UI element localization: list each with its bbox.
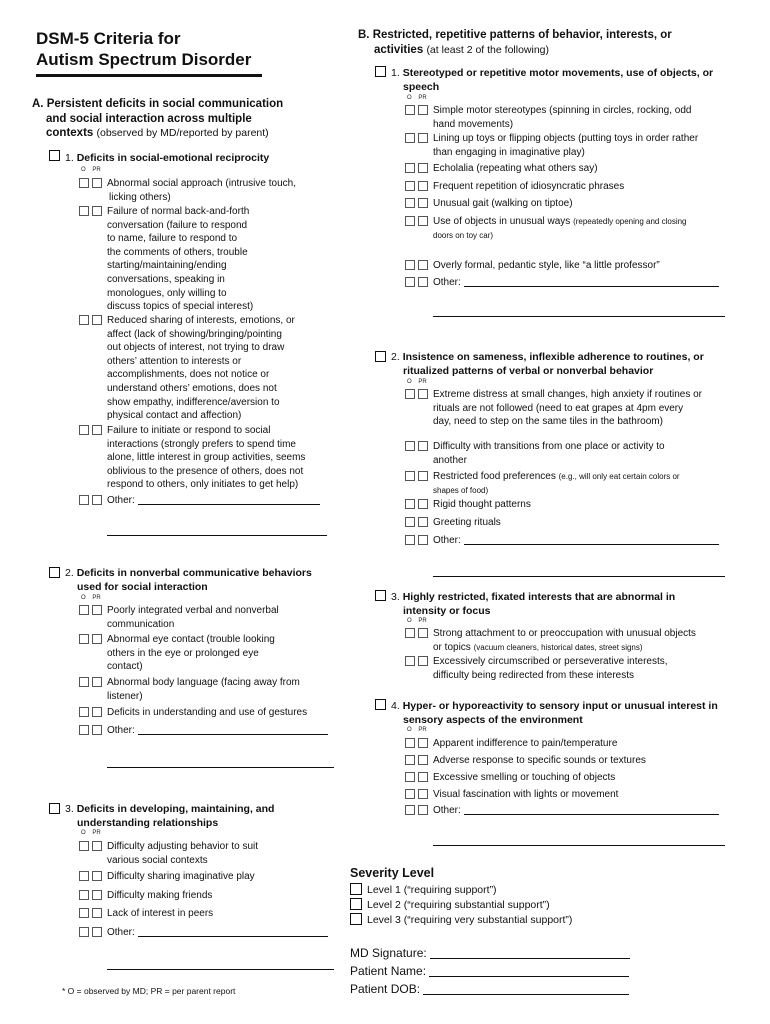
other-label: Other: [107,927,135,938]
item-text: licking others) [109,191,171,203]
item-text: discuss topics of special interest) [107,301,254,313]
observed-checkbox[interactable] [405,277,415,287]
parent-report-checkbox[interactable] [92,908,102,918]
a1-label [65,151,269,165]
list-item [405,197,745,211]
observed-checkbox[interactable] [405,163,415,173]
item-text: Abnormal body language (facing away from [107,677,300,688]
observed-checkbox[interactable] [405,738,415,748]
item-text: Difficulty with transitions from one place or activity to [433,441,665,452]
col-label-pr: PR [418,379,427,385]
col-label-o: O [81,830,86,836]
md-signature-row [350,946,630,961]
b2-label [391,350,704,378]
other-input-line[interactable] [138,504,320,505]
parent-report-checkbox[interactable] [92,707,102,717]
other-row [405,534,745,548]
patient-name-field[interactable] [429,976,629,977]
col-label-o: O [407,379,412,385]
list-item [405,104,745,132]
item-text: Failure of normal back-and-forth [107,206,250,217]
observed-checkbox[interactable] [79,707,89,717]
a3-number: 3. [65,803,74,815]
item-note: (vacuum cleaners, historical dates, street signs) [473,642,643,652]
patient-dob-row [350,982,629,997]
a2-label-text: Deficits in nonverbal communicative behaviors [76,567,312,579]
b3-label [391,590,675,618]
list-item [405,771,745,785]
parent-report-checkbox[interactable] [92,677,102,687]
item-text: Excessive smelling or touching of objects [433,772,616,783]
section-a-heading-note: (observed by MD/reported by parent) [96,127,269,139]
parent-report-checkbox[interactable] [418,441,428,451]
observed-checkbox[interactable] [79,495,89,505]
parent-report-checkbox[interactable] [92,315,102,325]
observed-checkbox[interactable] [405,198,415,208]
item-text: others’ attention to interests or [107,355,242,367]
observed-checkbox[interactable] [79,725,89,735]
observed-checkbox[interactable] [405,471,415,481]
item-text: Adverse response to specific sounds or textures [433,755,646,766]
parent-report-checkbox[interactable] [92,605,102,615]
observed-checkbox[interactable] [79,927,89,937]
col-label-pr: PR [92,830,101,836]
a3-label-text: understanding relationships [77,817,219,829]
b2-number: 2. [391,351,400,363]
item-note: (repeatedly opening and closing [573,217,687,226]
item-text: conversations, speaking in [107,273,225,285]
b4-label-text: sensory aspects of the environment [403,714,583,726]
col-label-pr: PR [418,95,427,101]
section-a-heading-line: A. Persistent deficits in social communication [32,98,284,110]
a2-checkbox[interactable] [49,567,60,578]
other-input-line[interactable] [433,316,725,317]
col-label-o: O [407,95,412,101]
observed-checkbox[interactable] [405,628,415,638]
md-signature-label: MD Signature: [350,946,427,960]
other-label: Other: [107,725,135,736]
observed-checkbox[interactable] [405,535,415,545]
observed-checkbox[interactable] [405,389,415,399]
parent-report-checkbox[interactable] [418,805,428,815]
section-b-heading-note: (at least 2 of the following) [426,43,550,56]
title-underline [36,74,262,77]
item-text: Excessively circumscribed or perseverative interests, [433,656,668,667]
list-item [79,676,339,704]
observed-checkbox[interactable] [405,772,415,782]
severity-level-1-checkbox[interactable] [350,883,362,895]
severity-level-2-checkbox[interactable] [350,898,362,910]
item-text: out objects of interest, not trying to draw [107,342,285,354]
list-item [405,388,745,430]
other-input-line[interactable] [138,734,328,735]
item-text: Difficulty sharing imaginative play [107,871,255,882]
item-text: starting/maintaining/ending [107,260,227,272]
item-text: Reduced sharing of interests, emotions, or [107,315,295,326]
list-item [405,788,745,802]
parent-report-checkbox[interactable] [418,216,428,226]
parent-report-checkbox[interactable] [418,517,428,527]
parent-report-checkbox[interactable] [92,634,102,644]
parent-report-checkbox[interactable] [418,198,428,208]
observed-checkbox[interactable] [405,216,415,226]
observed-checkbox[interactable] [79,425,89,435]
item-text: Failure to initiate or respond to social [107,425,271,436]
item-text: physical contact and affection) [107,410,242,422]
a2-label-text: used for social interaction [77,581,208,593]
list-item [79,633,339,675]
item-text: listener) [107,690,143,702]
list-item [405,516,745,530]
col-label-pr: PR [418,618,427,624]
observed-checkbox[interactable] [79,677,89,687]
b2-checkbox[interactable] [375,351,386,362]
page-title [36,28,251,70]
col-label-pr: PR [418,727,427,733]
list-item [79,177,339,205]
item-text: than engaging in imaginative play) [433,146,585,158]
item-text: oblivious to the presence of others, does not [107,465,304,477]
item-text: Overly formal, pedantic style, like “a little professor” [433,260,660,271]
other-input-line[interactable] [107,535,327,536]
item-text: Lining up toys or flipping objects (putting toys in order rather [433,133,699,144]
parent-report-checkbox[interactable] [418,656,428,666]
item-text: Strong attachment to or preoccupation with unusual objects [433,628,696,639]
other-row [79,494,339,508]
item-text: Unusual gait (walking on tiptoe) [433,198,573,209]
section-a-heading-line: and social interaction across multiple [46,112,252,125]
parent-report-checkbox[interactable] [418,105,428,115]
b4-column-labels [407,727,427,733]
item-text: interactions (strongly prefers to spend time [107,438,296,450]
col-label-o: O [81,167,86,173]
item-text: Use of objects in unusual ways [433,216,571,227]
parent-report-checkbox[interactable] [418,755,428,765]
list-item [405,754,745,768]
observed-checkbox[interactable] [405,441,415,451]
b2-label-text: Insistence on sameness, inflexible adherence to routines, or [402,351,704,363]
a3-label [65,802,274,830]
list-item [405,470,745,498]
item-text: Rigid thought patterns [433,499,531,510]
b4-label [391,699,718,727]
item-text: Abnormal eye contact (trouble looking [107,634,275,645]
item-text: Lack of interest in peers [107,908,214,919]
b1-checkbox[interactable] [375,66,386,77]
item-note: (e.g., will only eat certain colors or [558,472,680,481]
list-item [405,259,745,273]
item-text: Echolalia (repeating what others say) [433,163,598,174]
observed-checkbox[interactable] [405,517,415,527]
item-text: monologues, only willing to [107,287,227,299]
parent-report-checkbox[interactable] [92,927,102,937]
other-label: Other: [107,495,135,506]
section-b-heading [358,28,672,57]
patient-name-row [350,964,629,979]
item-text: Abnormal social approach (intrusive touch, [107,178,296,189]
parent-report-checkbox[interactable] [92,725,102,735]
observed-checkbox[interactable] [405,133,415,143]
list-item [79,314,339,424]
observed-checkbox[interactable] [79,315,89,325]
list-item [79,424,349,494]
item-text: others in the eye or prolonged eye [107,647,259,659]
parent-report-checkbox[interactable] [418,535,428,545]
parent-report-checkbox[interactable] [418,133,428,143]
item-text: respond to others, only initiates to get help) [107,479,299,491]
list-item [79,870,339,884]
parent-report-checkbox[interactable] [92,178,102,188]
section-a-heading-line: contexts [46,127,94,139]
severity-level-label: Level 1 (“requiring support”) [367,884,497,896]
observed-checkbox[interactable] [405,260,415,270]
b4-checkbox[interactable] [375,699,386,710]
col-label-pr: PR [92,595,101,601]
item-text: Extreme distress at small changes, high anxiety if routines or [433,389,703,400]
a1-label-text: Deficits in social-emotional reciprocity [76,152,270,164]
b4-number: 4. [391,700,400,712]
item-text: affect (lack of showing/bringing/pointing [107,328,282,340]
parent-report-checkbox[interactable] [418,181,428,191]
item-text: various social contexts [107,854,208,866]
parent-report-checkbox[interactable] [418,163,428,173]
parent-report-checkbox[interactable] [418,389,428,399]
item-text: conversation (failure to respond [107,219,248,231]
list-item [405,132,745,160]
parent-report-checkbox[interactable] [92,841,102,851]
severity-level-label: Level 2 (“requiring substantial support”) [367,899,550,911]
parent-report-checkbox[interactable] [418,628,428,638]
other-input-line[interactable] [433,576,725,577]
item-text: to name, failure to respond to [107,233,238,245]
list-item [405,180,745,194]
severity-level-2[interactable] [350,898,650,912]
item-text: Deficits in understanding and use of gestures [107,707,308,718]
parent-report-checkbox[interactable] [92,890,102,900]
parent-report-checkbox[interactable] [418,471,428,481]
observed-checkbox[interactable] [405,105,415,115]
other-input-line[interactable] [433,845,725,846]
observed-checkbox[interactable] [405,755,415,765]
b4-label-text: Hyper- or hyporeactivity to sensory input or unusual interest in [402,700,718,712]
observed-checkbox[interactable] [405,181,415,191]
other-row [405,276,745,290]
b3-number: 3. [391,591,400,603]
list-item [79,840,339,868]
item-text: Visual fascination with lights or movement [433,789,619,800]
item-text: Difficulty making friends [107,890,213,901]
severity-level-label: Level 3 (“requiring very substantial support”) [367,914,573,926]
list-item [405,215,745,243]
observed-checkbox[interactable] [79,908,89,918]
parent-report-checkbox[interactable] [418,789,428,799]
section-b-heading-line: B. Restricted, repetitive patterns of behavior, interests, or [358,29,672,41]
parent-report-checkbox[interactable] [92,425,102,435]
col-label-o: O [407,727,412,733]
other-row [79,724,339,738]
a1-column-labels [81,167,101,173]
b3-checkbox[interactable] [375,590,386,601]
other-row [405,804,745,818]
severity-title: Severity Level [350,866,435,880]
patient-dob-field[interactable] [423,994,629,995]
observed-checkbox[interactable] [79,841,89,851]
b3-column-labels [407,618,427,624]
parent-report-checkbox[interactable] [92,495,102,505]
parent-report-checkbox[interactable] [418,499,428,509]
observed-checkbox[interactable] [405,499,415,509]
list-item [405,655,745,683]
item-text: understand others’ emotions, does not [107,382,277,394]
item-text: the comments of others, trouble [107,246,248,258]
b3-label-text: intensity or focus [403,605,491,617]
b1-label [391,66,713,94]
other-input-line[interactable] [464,814,719,815]
md-signature-field[interactable] [430,958,630,959]
a3-column-labels [81,830,101,836]
list-item [405,737,745,751]
item-text: Frequent repetition of idiosyncratic phrases [433,181,625,192]
observed-checkbox[interactable] [405,805,415,815]
b2-column-labels [407,379,427,385]
list-item [79,604,339,632]
parent-report-checkbox[interactable] [418,738,428,748]
b2-label-text: ritualized patterns of verbal or nonverbal behavior [403,365,654,377]
parent-report-checkbox[interactable] [92,206,102,216]
item-text: show empathy, indifference/aversion to [107,396,280,408]
item-text: communication [107,618,175,630]
list-item [79,889,339,903]
item-text: Simple motor stereotypes (spinning in circles, rocking, odd [433,105,692,116]
title-line-2: Autism Spectrum Disorder [36,50,252,69]
list-item [405,627,745,655]
item-text: day, need to step on the same tiles in the bathroom) [433,416,663,428]
observed-checkbox[interactable] [79,871,89,881]
other-label: Other: [433,805,461,816]
observed-checkbox[interactable] [79,178,89,188]
a3-label-text: Deficits in developing, maintaining, and [76,803,275,815]
list-item [405,498,745,512]
item-text: Greeting rituals [433,517,501,528]
list-item [405,162,745,176]
other-input-line[interactable] [107,969,334,970]
col-label-o: O [407,618,412,624]
parent-report-checkbox[interactable] [418,277,428,287]
other-input-line[interactable] [464,544,719,545]
section-a-heading [32,97,283,141]
title-line-1: DSM-5 Criteria for [36,29,181,48]
observed-checkbox[interactable] [79,634,89,644]
observed-checkbox[interactable] [405,789,415,799]
a1-checkbox[interactable] [49,150,60,161]
observed-checkbox[interactable] [79,206,89,216]
parent-report-checkbox[interactable] [418,260,428,270]
other-label: Other: [433,535,461,546]
item-text: another [433,454,467,466]
item-note: doors on toy car) [433,230,494,240]
list-item [79,706,339,720]
item-text: Apparent indifference to pain/temperature [433,738,618,749]
other-input-line[interactable] [464,286,719,287]
footnote: * O = observed by MD; PR = per parent report [62,986,236,996]
item-text: Poorly integrated verbal and nonverbal [107,605,279,616]
a3-checkbox[interactable] [49,803,60,814]
observed-checkbox[interactable] [79,890,89,900]
list-item [79,907,339,921]
b1-label-text: Stereotyped or repetitive motor movements, use of objects, or [402,67,714,79]
a1-number: 1. [65,152,74,164]
other-label: Other: [433,277,461,288]
b1-label-text: speech [403,81,440,93]
item-text: rituals are not followed (need to eat grapes at 4pm every [433,402,684,414]
item-text: contact) [107,661,143,673]
observed-checkbox[interactable] [405,656,415,666]
item-note: shapes of food) [433,485,489,495]
patient-dob-label: Patient DOB: [350,982,421,996]
patient-name-label: Patient Name: [350,964,427,978]
item-text: Difficulty adjusting behavior to suit [107,841,259,852]
severity-level-3[interactable] [350,913,650,927]
section-b-heading-line: activities [374,43,424,56]
severity-level-3-checkbox[interactable] [350,913,362,925]
col-label-o: O [81,595,86,601]
b1-number: 1. [391,67,400,79]
item-text: Restricted food preferences [433,471,556,482]
list-item [405,440,745,468]
item-text: accomplishments, does not notice or [107,369,270,381]
other-input-line[interactable] [138,936,328,937]
item-text: or topics [433,641,471,653]
item-text: difficulty being redirected from these interests [433,669,635,681]
parent-report-checkbox[interactable] [418,772,428,782]
a2-column-labels [81,595,101,601]
severity-level-1[interactable] [350,883,650,897]
col-label-pr: PR [92,167,101,173]
item-text: alone, little interest in group activities, seems [107,452,306,464]
b3-label-text: Highly restricted, fixated interests that are abnormal in [402,591,676,603]
a2-label [65,566,312,594]
b1-column-labels [407,95,427,101]
other-input-line[interactable] [107,767,334,768]
list-item [79,205,339,315]
parent-report-checkbox[interactable] [92,871,102,881]
other-row [79,926,339,940]
item-text: hand movements) [433,118,514,130]
a2-number: 2. [65,567,74,579]
observed-checkbox[interactable] [79,605,89,615]
